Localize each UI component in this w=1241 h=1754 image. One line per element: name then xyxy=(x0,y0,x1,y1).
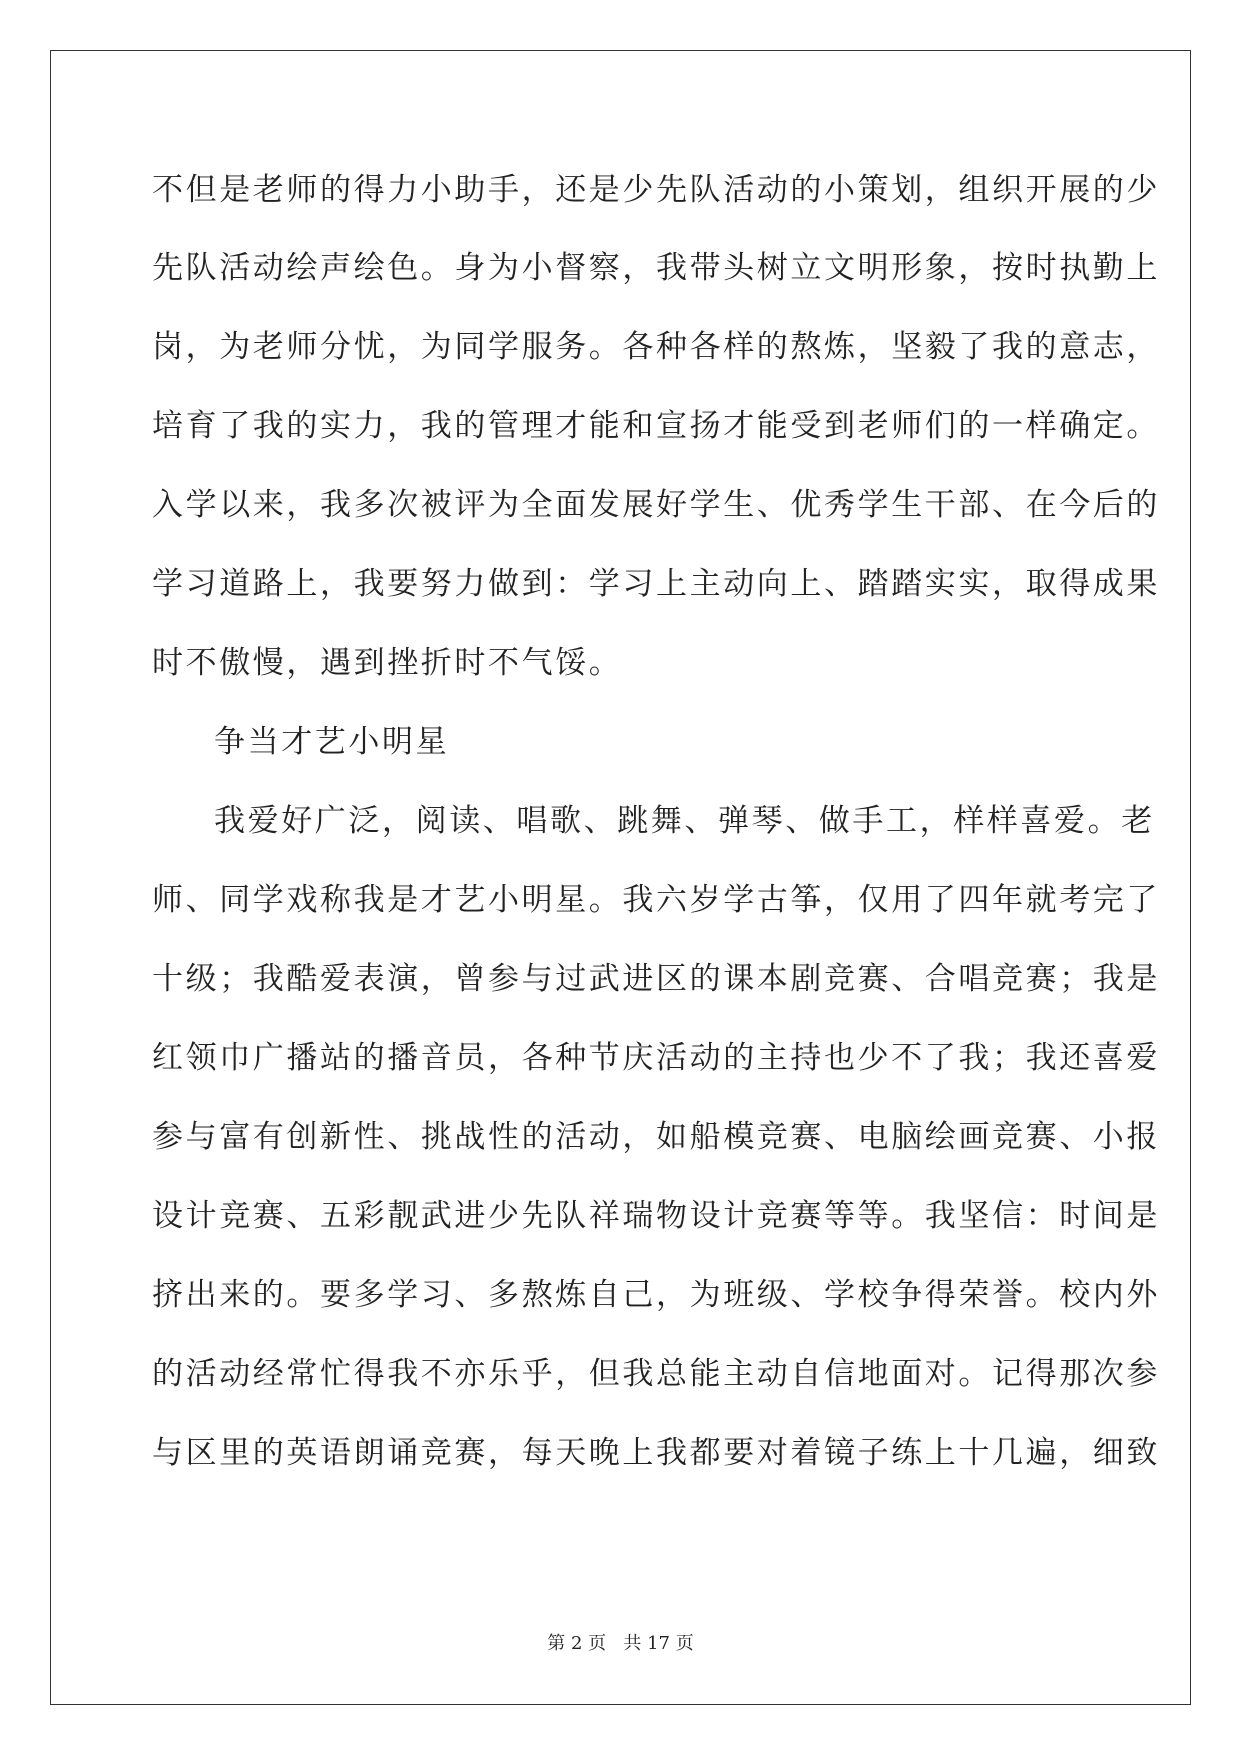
paragraph-line: 参与富有创新性、挑战性的活动，如船模竞赛、电脑绘画竞赛、小报 xyxy=(152,1119,1160,1155)
paragraph-line: 设计竞赛、五彩靓武进少先队祥瑞物设计竞赛等等。我坚信：时间是 xyxy=(152,1198,1160,1234)
paragraph-line: 时不傲慢，遇到挫折时不气馁。 xyxy=(152,645,623,681)
paragraph-line: 先队活动绘声绘色。身为小督察，我带头树立文明形象，按时执勤上 xyxy=(152,250,1160,286)
page-footer xyxy=(0,1632,1241,1656)
paragraph-line: 的活动经常忙得我不亦乐乎，但我总能主动自信地面对。记得那次参 xyxy=(152,1356,1160,1392)
paragraph-line: 师、同学戏称我是才艺小明星。我六岁学古筝，仅用了四年就考完了 xyxy=(152,882,1160,918)
paragraph-line: 红领巾广播站的播音员，各种节庆活动的主持也少不了我；我还喜爱 xyxy=(152,1040,1160,1076)
paragraph-line: 入学以来，我多次被评为全面发展好学生、优秀学生干部、在今后的 xyxy=(152,487,1160,523)
section-heading: 争当才艺小明星 xyxy=(214,724,450,760)
footer-gap xyxy=(606,1633,623,1654)
paragraph-line: 学习道路上，我要努力做到：学习上主动向上、踏踏实实，取得成果 xyxy=(152,566,1160,602)
paragraph-line: 岗，为老师分忧，为同学服务。各种各样的熬炼，坚毅了我的意志， xyxy=(152,329,1160,365)
page-number: 第 2 页 xyxy=(547,1633,607,1654)
paragraph-line: 挤出来的。要多学习、多熬炼自己，为班级、学校争得荣誉。校内外 xyxy=(152,1277,1160,1313)
page-total: 共 17 页 xyxy=(623,1633,694,1654)
paragraph-line: 十级；我酷爱表演，曾参与过武进区的课本剧竞赛、合唱竞赛；我是 xyxy=(152,961,1160,997)
paragraph-line: 与区里的英语朗诵竞赛，每天晚上我都要对着镜子练上十几遍，细致 xyxy=(152,1435,1160,1471)
paragraph-line: 我爱好广泛，阅读、唱歌、跳舞、弹琴、做手工，样样喜爱。老 xyxy=(214,803,1155,839)
paragraph-line: 培育了我的实力，我的管理才能和宣扬才能受到老师们的一样确定。 xyxy=(152,408,1160,444)
paragraph-line: 不但是老师的得力小助手，还是少先队活动的小策划，组织开展的少 xyxy=(152,172,1160,208)
